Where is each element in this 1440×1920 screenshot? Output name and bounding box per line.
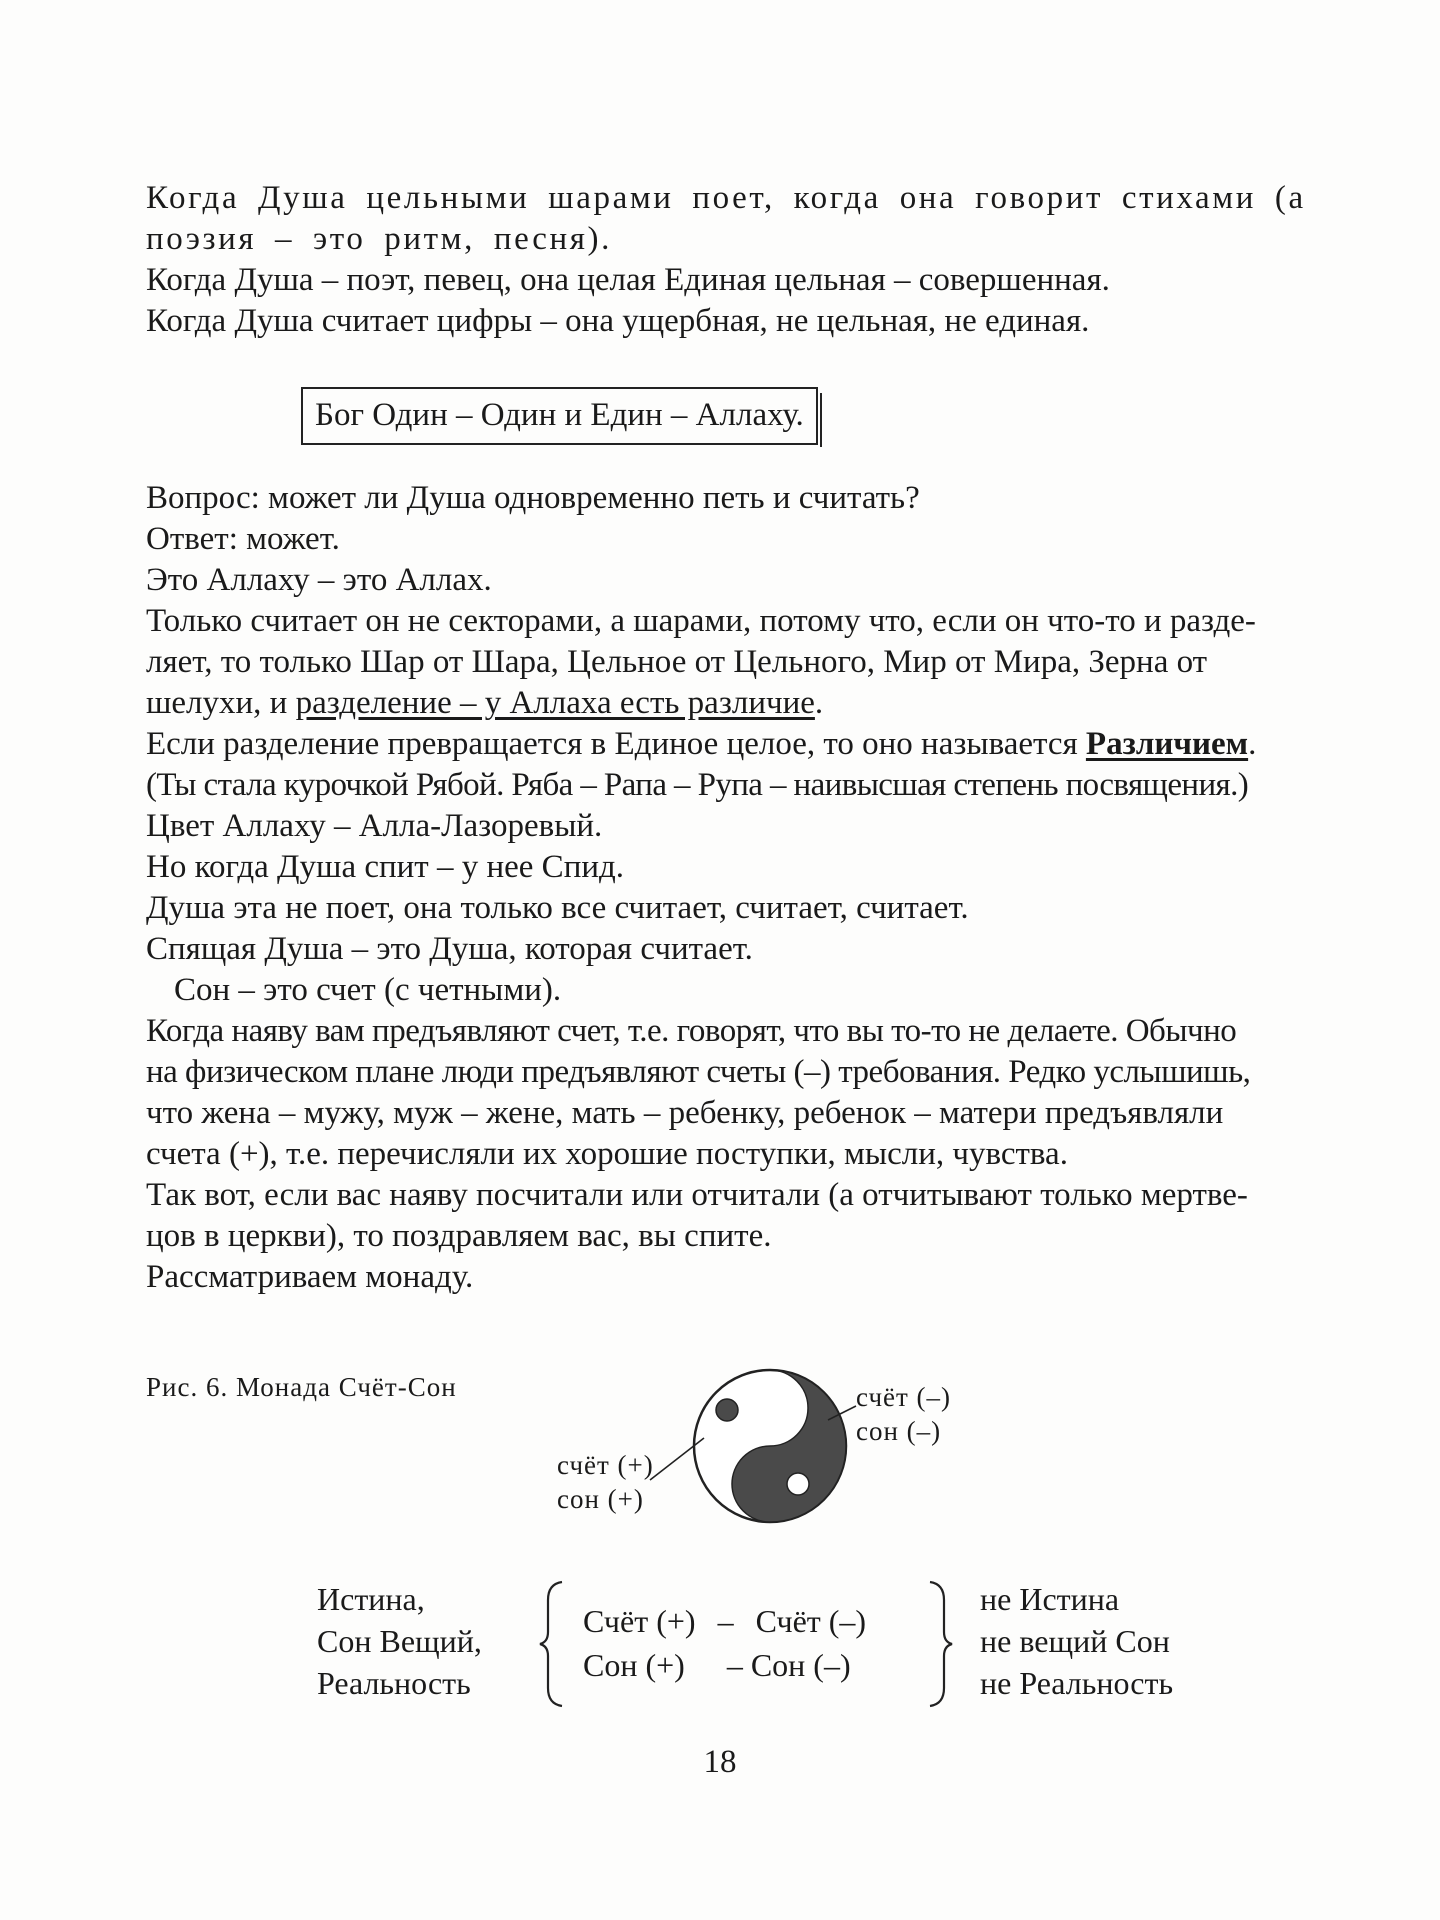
scheme-right-column [980,1578,1173,1704]
left-brace-icon [538,1580,568,1708]
bold-term: Различием [1085,726,1249,762]
text-line: ляет, то только Шар от Шара, Цельное от Цельного, Мир от Мира, Зерна от [146,644,1208,680]
text-line: цов в церкви), то поздравляем вас, вы спите. [146,1218,772,1254]
scheme-middle-row-2 [583,1644,851,1686]
text-line: Душа эта не поет, она только все считает, считает, считает. [146,890,969,926]
label-count-plus: счёт (+) [557,1450,654,1480]
scheme-term: Счёт (–) [755,1603,867,1639]
scheme-dash: – [717,1603,734,1639]
scheme-term: Счёт (+) [583,1603,696,1639]
scheme-term: – Сон (–) [726,1647,851,1683]
text-line: поэзия – это ритм, песня). [146,221,612,257]
page-number: 18 [703,1744,737,1780]
scheme-left-item: Истина, [317,1581,425,1617]
underlined-phrase: разделение – у Аллаха есть различие [295,685,815,721]
scheme-right-item: не Истина [980,1581,1120,1617]
text-line: Когда Душа – поэт, певец, она целая Единая цельная – совершенная. [146,262,1110,298]
text-line: Но когда Душа спит – у нее Спид. [146,849,625,885]
text-line: Когда Душа считает цифры – она ущербная, не цельная, не единая. [146,303,1090,339]
text-run: Если разделение превращается в Единое целое, то оно называется [146,726,1086,762]
text-line: счета (+), т.е. перечисляли их хорошие поступки, мысли, чувства. [146,1136,1068,1172]
text-run: . [814,685,824,721]
leader-line-left [650,1438,704,1480]
text-run: . [1248,726,1257,762]
question-line: Вопрос: может ли Душа одновременно петь и считать? [146,480,920,516]
text-line: Так вот, если вас наяву посчитали или отчитали (а отчитывают только мертве- [146,1177,1248,1213]
scheme-right-item: не вещий Сон [980,1623,1170,1659]
text-line: Сон – это счет (с четными). [174,972,562,1008]
scheme-middle-row-1 [583,1600,866,1642]
label-sleep-minus: сон (–) [856,1416,942,1446]
scheme-left-column [317,1578,482,1704]
figure-caption: Рис. 6. Монада Счёт-Сон [146,1372,457,1402]
text-line: Это Аллаху – это Аллах. [146,562,492,598]
scheme-left-item: Реальность [317,1665,471,1701]
text-line: (Ты стала курочкой Рябой. Ряба – Рапа – Рупа – наивысшая степень посвящения.) [146,767,1249,803]
answer-line: Ответ: может. [146,521,340,557]
boxed-statement: Бог Один – Один и Един – Аллаху. [301,387,818,445]
text-line: Когда Душа цельными шарами поет, когда она говорит стихами (а [146,180,1306,216]
scheme-left-item: Сон Вещий, [317,1623,482,1659]
scheme-term: Сон (+) [583,1647,685,1683]
right-brace-icon [924,1580,954,1708]
leader-line-right [828,1406,856,1420]
text-line: на физическом плане люди предъявляют счеты (–) требования. Редко услышишь, [146,1054,1251,1090]
text-line: Цвет Аллаху – Алла-Лазоревый. [146,808,603,844]
text-line: что жена – мужу, муж – жене, мать – ребенку, ребенок – матери предъявляли [146,1095,1224,1131]
text-line: Рассматриваем монаду. [146,1259,474,1295]
text-line: Спящая Душа – это Душа, которая считает. [146,931,753,967]
text-run: шелухи, и [146,685,296,721]
label-sleep-plus: сон (+) [557,1484,644,1514]
label-count-minus: счёт (–) [856,1382,952,1412]
scheme-right-item: не Реальность [980,1665,1174,1701]
text-line: Только считает он не секторами, а шарами, потому что, если он что-то и разде- [146,603,1256,639]
text-line: Когда наяву вам предъявляют счет, т.е. говорят, что вы то-то не делаете. Обычно [146,1013,1237,1049]
